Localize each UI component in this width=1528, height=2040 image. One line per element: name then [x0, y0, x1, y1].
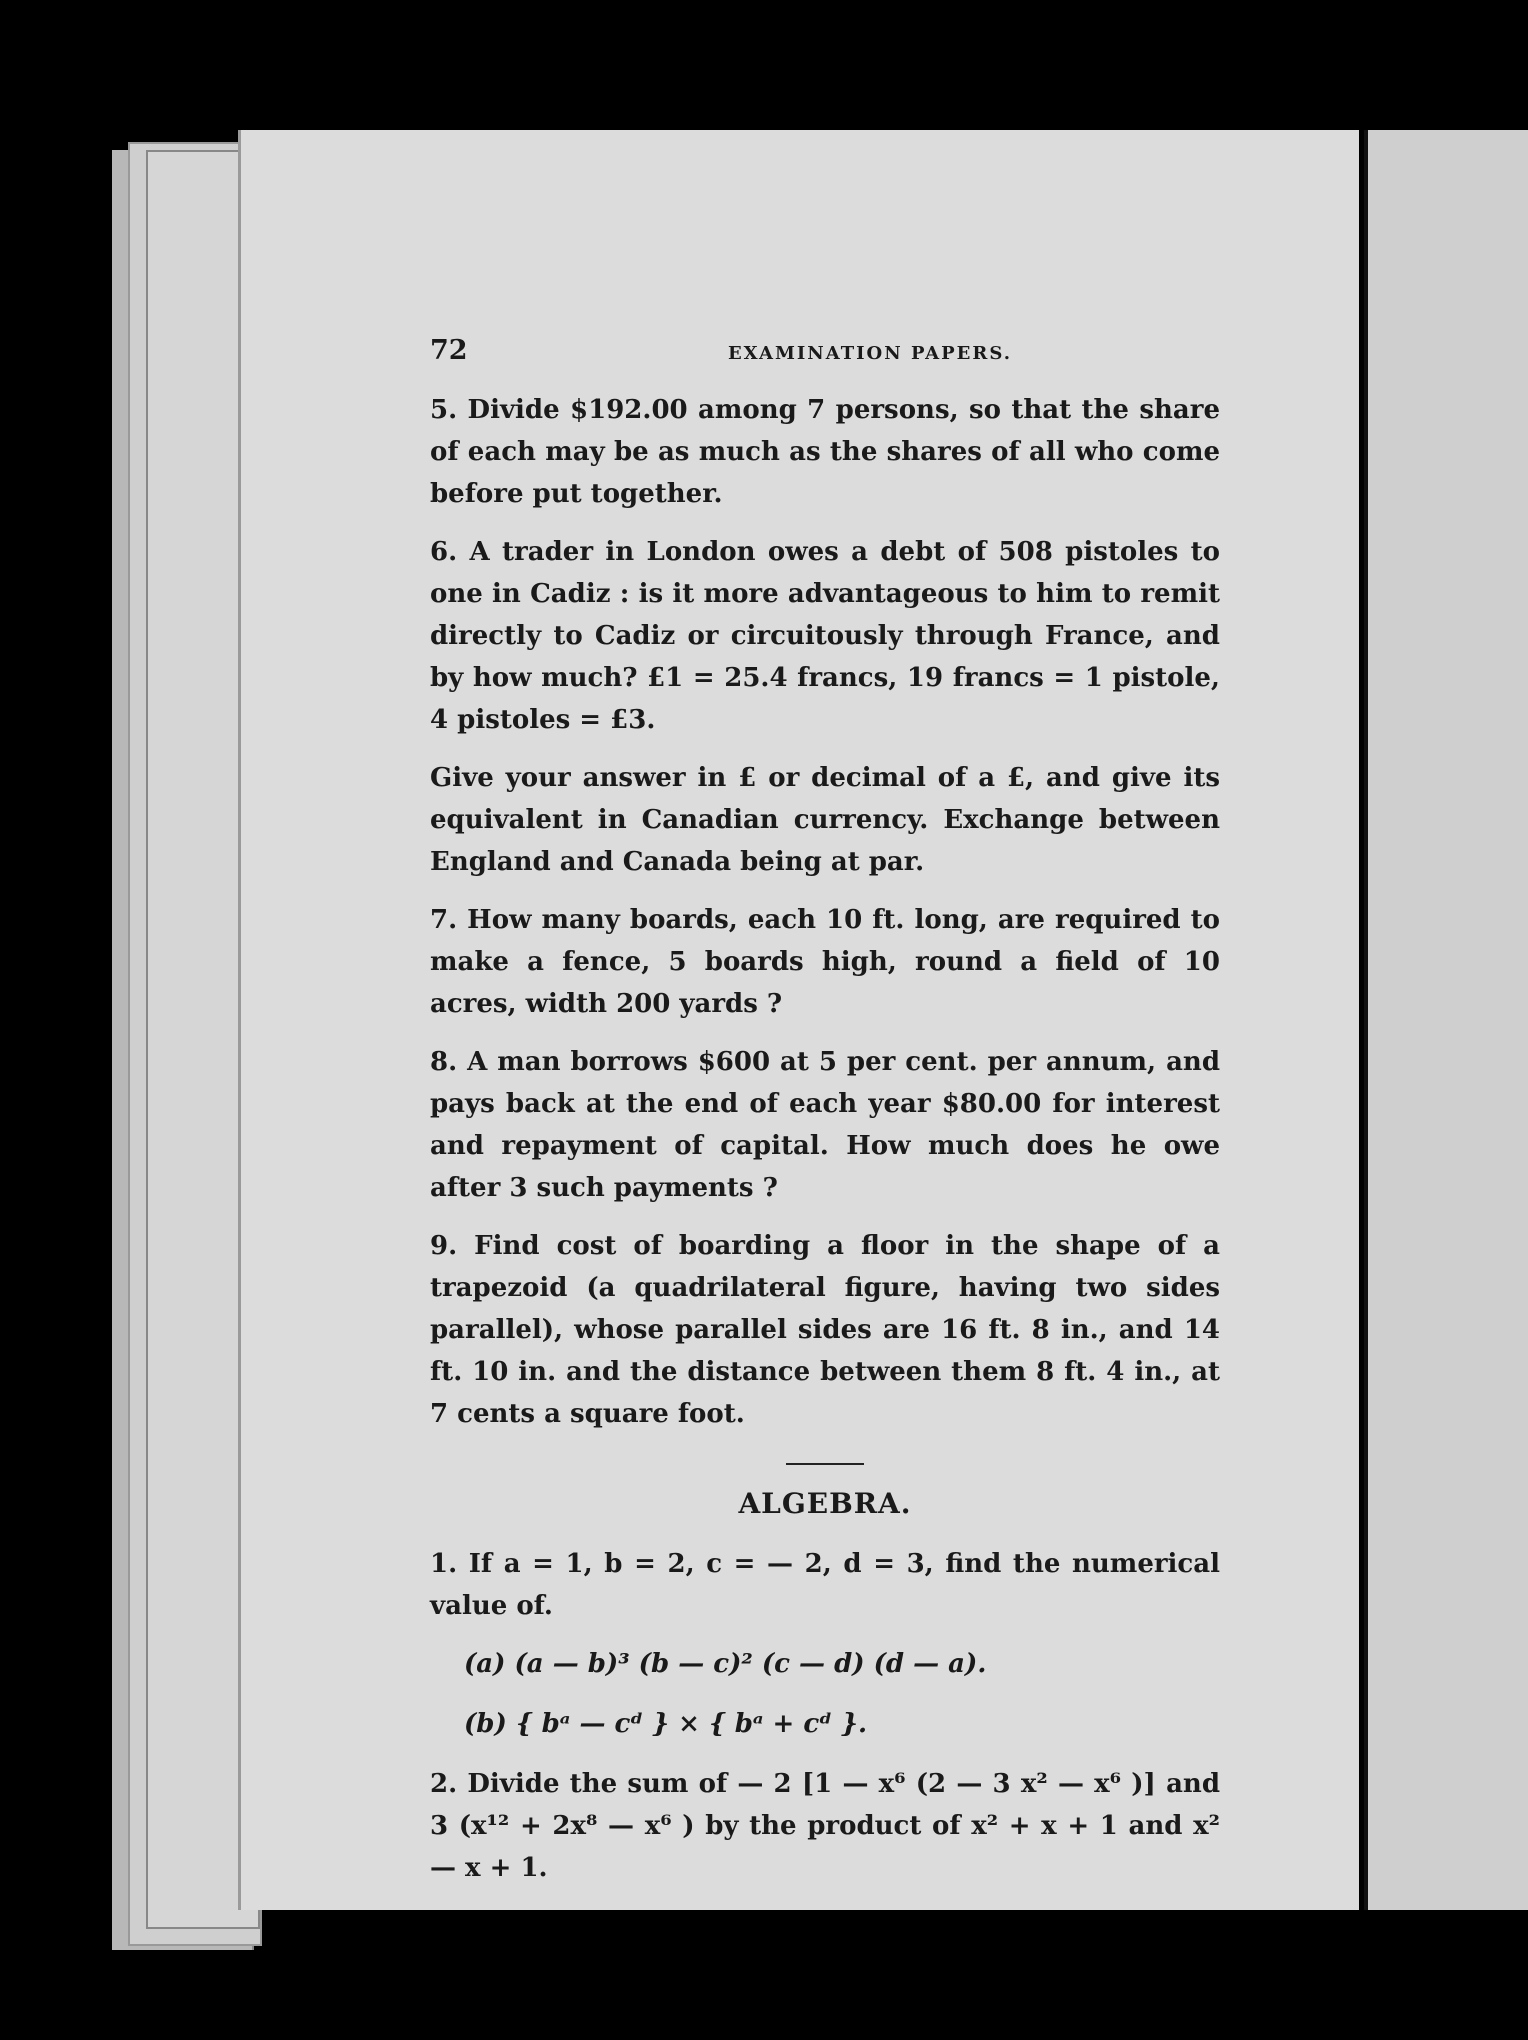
running-head: EXAMINATION PAPERS. [727, 343, 1012, 364]
algebra-question-1a: (a) (a — b)³ (b — c)² (c — d) (d — a). [464, 1649, 987, 1679]
question-5: 5. Divide $192.00 among 7 persons, so that the share of each may be as much as the shares of all who come before put together. [430, 395, 1220, 509]
question-7: 7. How many boards, each 10 ft. long, are required to make a fence, 5 boards high, round a field of 10 acres, width 200 yards ? [430, 905, 1220, 1019]
algebra-question-1b: (b) { bᵃ — cᵈ } × { bᵃ + cᵈ }. [464, 1709, 867, 1739]
question-9: 9. Find cost of boarding a floor in the shape of a trapezoid (a quadrilateral figure, having two sides parallel), whose parallel sides are 16 ft. 8 in., and 14 ft. 10 in. and the distance between them 8 ft. 4 in., at 7 cents a square foot. [430, 1231, 1220, 1429]
question-6-instructions: Give your answer in £ or decimal of a £, and give its equivalent in Canadian currency. Exchange between England and Canada being at par. [430, 763, 1220, 877]
algebra-question-2: 2. Divide the sum of — 2 [1 — x⁶ (2 — 3 x² — x⁶ )] and 3 (x¹² + 2x⁸ — x⁶ ) by the product of x² + x + 1 and x² — x + 1. [430, 1769, 1220, 1883]
question-6: 6. A trader in London owes a debt of 508 pistoles to one in Cadiz : is it more advantageous to him to remit directly to Cadiz or circuitously through France, and by how much? £1 = 25.4 francs, 19 francs = 1 pistole, 4 pistoles = £3. [430, 537, 1220, 735]
page-content [430, 330, 1220, 1905]
section-divider [786, 1463, 864, 1465]
section-title-algebra: ALGEBRA. [738, 1487, 912, 1520]
page-number: 72 [430, 335, 468, 366]
algebra-question-1: 1. If a = 1, b = 2, c = — 2, d = 3, find the numerical value of. [430, 1549, 1220, 1621]
page-header [430, 330, 1220, 375]
facing-page-edge [1364, 130, 1528, 1910]
question-8: 8. A man borrows $600 at 5 per cent. per annum, and pays back at the end of each year $80.00 for interest and repayment of capital. How much does he owe after 3 such payments ? [430, 1047, 1220, 1203]
